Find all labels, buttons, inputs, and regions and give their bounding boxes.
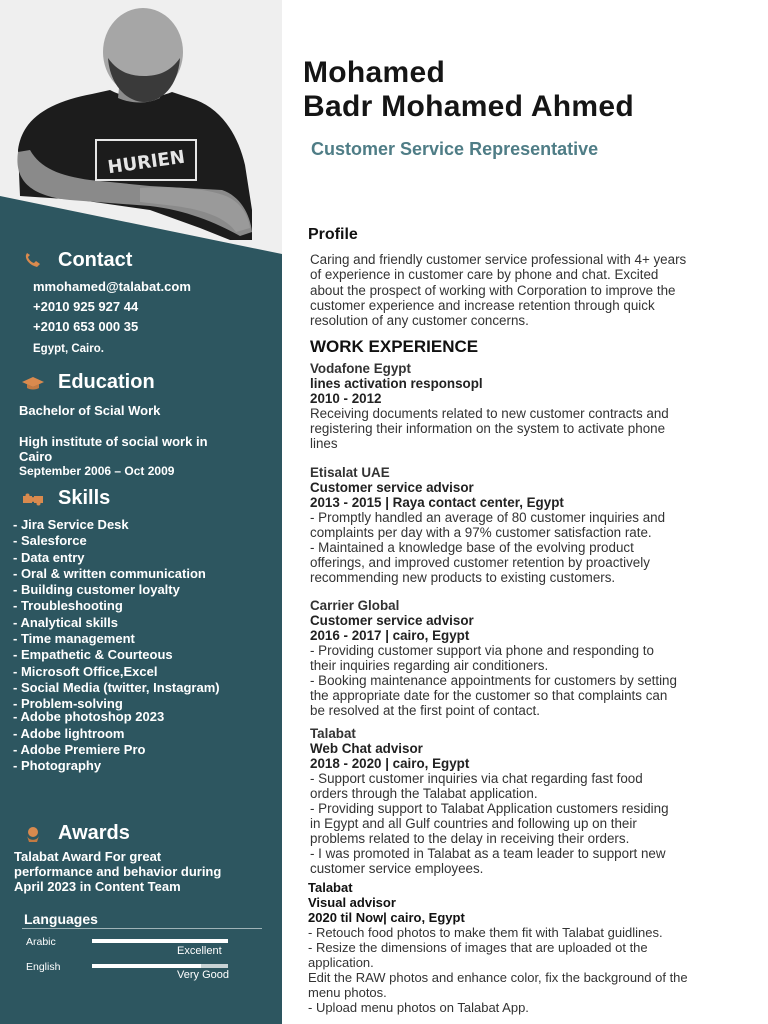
puzzle-icon — [22, 490, 44, 508]
education-degree: Bachelor of Scial Work — [19, 403, 161, 418]
job-company: Talabat — [308, 880, 353, 895]
profile-line: about the prospect of working with Corporation to improve the — [310, 282, 676, 298]
job-detail: Edit the RAW photos and enhance color, fix the background of the — [308, 970, 688, 985]
contact-heading — [22, 249, 132, 272]
skill-item: - Adobe Premiere Pro — [13, 741, 146, 757]
skill-item: - Data entry — [13, 549, 85, 565]
profile-title: Profile — [308, 226, 358, 243]
skill-item: - Time management — [13, 631, 135, 647]
contact-details — [33, 278, 191, 360]
job-detail: problems related to the delay in receiving their orders. — [310, 831, 630, 846]
skill-item: - Oral & written communication — [13, 565, 206, 581]
profile-line: resolution of any customer concerns. — [310, 313, 529, 329]
language-name-arabic: Arabic — [26, 936, 56, 948]
skill-item: - Empathetic & Courteous — [13, 647, 173, 663]
education-title: Education — [58, 371, 155, 393]
job-detail: - Promptly handled an average of 80 customer inquiries and — [310, 510, 666, 525]
sidebar — [0, 0, 282, 1024]
job-role: Customer service advisor — [310, 613, 474, 628]
award-line1: Talabat Award For great — [14, 849, 162, 864]
job-title: Customer Service Representative — [311, 139, 599, 159]
job-role: Customer service advisor — [310, 480, 474, 495]
skills-title: Skills — [58, 487, 111, 509]
skill-item: - Analytical skills — [13, 614, 119, 630]
education-heading — [22, 371, 155, 394]
skills-list — [13, 517, 220, 774]
job-company: Etisalat UAE — [310, 465, 390, 480]
language-level-arabic: Excellent — [177, 945, 222, 957]
profile-line: Caring and friendly customer service professional with 4+ years — [310, 252, 687, 267]
job-detail: - Providing support to Talabat Application customers residing — [310, 801, 669, 816]
location-text: Egypt, Cairo. — [33, 343, 104, 355]
job-role: Visual advisor — [308, 895, 396, 910]
language-bar-arabic — [92, 939, 228, 943]
language-name-english: English — [26, 961, 61, 973]
name-line2: Badr Mohamed Ahmed — [303, 90, 634, 123]
job-detail: be resolved at the first point of contact. — [310, 703, 541, 718]
skills-heading — [22, 487, 110, 510]
job-detail: lines — [310, 436, 338, 451]
contact-title: Contact — [58, 249, 133, 271]
job-entry — [310, 361, 762, 451]
education-dates: September 2006 – Oct 2009 — [19, 464, 175, 478]
profile-photo — [0, 0, 282, 250]
job-detail: - Upload menu photos on Talabat App. — [308, 1000, 529, 1015]
phone-1-text[interactable]: +2010 925 927 44 — [33, 299, 139, 314]
award-icon — [22, 825, 44, 843]
skill-item: - Salesforce — [13, 533, 87, 549]
awards-title: Awards — [58, 822, 130, 844]
profile-line: of experience in customer care by phone and chat. Excited — [310, 267, 659, 283]
email-text[interactable]: mmohamed@talabat.com — [33, 279, 191, 294]
skill-item: - Photography — [13, 758, 102, 774]
work-experience-title: WORK EXPERIENCE — [310, 337, 479, 356]
skill-item: - Adobe lightroom — [13, 725, 125, 741]
profile-line: customer experience and increase retention through quick — [310, 297, 655, 313]
job-detail: - Resize the dimensions of images that are uploaded ot the — [308, 940, 648, 955]
language-fill — [92, 964, 201, 968]
job-entry — [308, 880, 760, 1015]
skill-item: - Jira Service Desk — [13, 517, 129, 532]
award-line3: April 2023 in Content Team — [14, 879, 181, 894]
language-level-english: Very Good — [177, 969, 229, 981]
job-detail: the appropriate date for the customer so that complaints can — [310, 688, 668, 703]
job-period: 2020 til Now| cairo, Egypt — [308, 910, 465, 925]
language-fill — [92, 939, 228, 943]
languages-divider — [22, 928, 262, 929]
name-line1: Mohamed — [303, 56, 446, 89]
job-detail: customer service employees. — [310, 861, 484, 876]
skill-item: - Problem-solving — [13, 696, 123, 712]
job-detail: registering their information on the system to activate phone — [310, 421, 666, 436]
job-detail: - Support customer inquiries via chat regarding fast food — [310, 771, 643, 786]
job-detail: - Retouch food photos to make them fit with Talabat guidlines. — [308, 925, 663, 940]
job-detail: recommending new products to existing customers. — [310, 570, 616, 585]
skill-item: - Building customer loyalty — [13, 582, 180, 598]
job-detail: in Egypt and all Gulf countries and following up on their — [310, 816, 637, 831]
phone-icon — [22, 252, 44, 270]
skill-item: - Social Media (twitter, Instagram) — [13, 679, 220, 695]
job-entry — [310, 726, 762, 876]
language-bar-english — [92, 964, 228, 968]
languages-title: Languages — [24, 911, 98, 927]
job-detail: menu photos. — [308, 985, 387, 1000]
job-detail: - I was promoted in Talabat as a team leader to support new — [310, 846, 666, 861]
job-role: lines activation responsopl — [310, 376, 483, 391]
job-period: 2010 - 2012 — [310, 391, 382, 406]
skill-item: - Microsoft Office,Excel — [13, 663, 158, 679]
job-detail: orders through the Talabat application. — [310, 786, 538, 801]
job-period: 2013 - 2015 | Raya contact center, Egypt — [310, 495, 564, 510]
education-institute-line2: Cairo — [19, 449, 53, 464]
job-detail: offerings, and improved customer retention by proactively — [310, 555, 650, 570]
job-entry — [310, 598, 762, 718]
job-company: Vodafone Egypt — [310, 361, 411, 376]
job-detail: complaints per day with a 97% customer satisfaction rate. — [310, 525, 652, 540]
job-detail: - Maintained a knowledge base of the evolving product — [310, 540, 634, 555]
job-company: Talabat — [310, 726, 356, 741]
job-detail: - Booking maintenance appointments for customers by setting — [310, 673, 677, 688]
svg-text:HURIEN: HURIEN — [106, 146, 187, 179]
job-period: 2016 - 2017 | cairo, Egypt — [310, 628, 470, 643]
job-company: Carrier Global — [310, 598, 400, 613]
job-period: 2018 - 2020 | cairo, Egypt — [310, 756, 470, 771]
education-institute-line1: High institute of social work in — [19, 434, 208, 449]
job-role: Web Chat advisor — [310, 741, 423, 756]
job-detail: Receiving documents related to new customer contracts and — [310, 406, 669, 421]
skill-item: - Adobe photoshop 2023 — [13, 709, 165, 725]
job-detail: their inquiries regarding air conditioners. — [310, 658, 549, 673]
skill-item: - Troubleshooting — [13, 598, 123, 614]
profile-text — [310, 252, 762, 328]
job-detail: - Providing customer support via phone and responding to — [310, 643, 654, 658]
graduation-cap-icon — [22, 374, 44, 392]
awards-heading — [22, 822, 130, 845]
full-name — [303, 56, 634, 124]
phone-2-text[interactable]: +2010 653 000 35 — [33, 319, 139, 334]
job-detail: application. — [308, 955, 374, 970]
job-entry — [310, 465, 762, 585]
award-line2: performance and behavior during — [14, 864, 222, 879]
